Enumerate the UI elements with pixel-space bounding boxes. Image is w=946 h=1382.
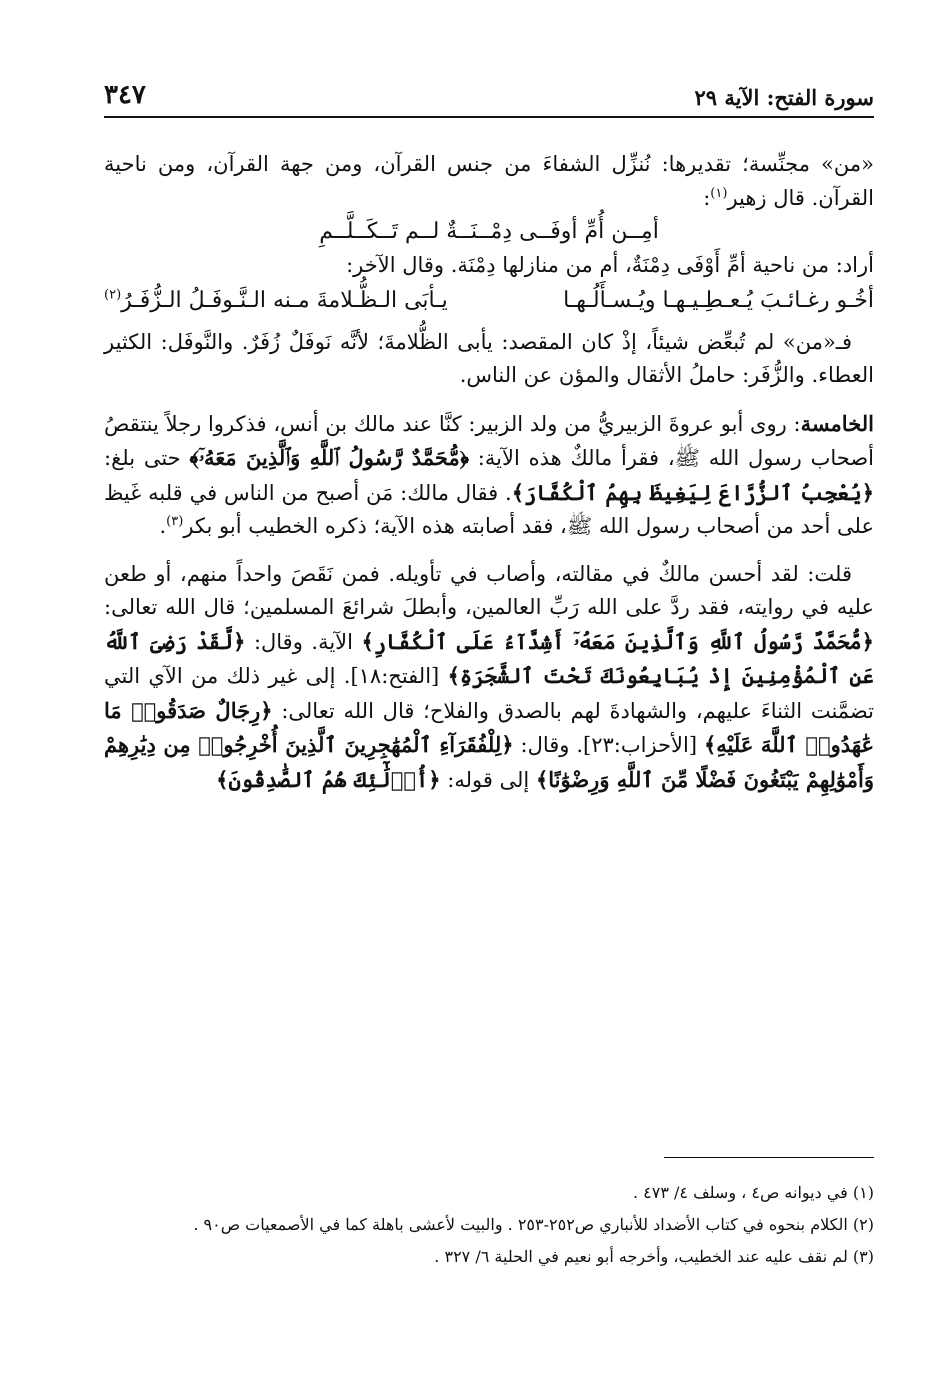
footnote-2: (٢) الكلام بنحوه في كتاب الأضداد للأنباري ص٢٥٢-٢٥٣ . والبيت لأعشى باهلة كما في الأصمعيات ص٩٠ . xyxy=(193,1215,874,1234)
footnote-divider xyxy=(664,1157,874,1158)
footnotes xyxy=(104,1178,874,1274)
main-text xyxy=(104,148,874,797)
poetry-verse-2 xyxy=(104,284,874,318)
paragraph-4: الخامسة: روى أبو عروةَ الزبيريُّ من ولد الزبير: كنَّا عند مالك بن أنس، فذكروا رجلاً ينتقصُ أصحاب رسول الله ﷺ، فقرأ مالكٌ هذه الآية: ﴿مُّحَمَّدٌ رَّسُولُ ٱللَّهِ وَٱلَّذِينَ مَعَهُۥٓ﴾ حتى بلغ: ﴿يُعْجِبُ ٱلزُّرَّاعَ لِيَغِيظَ بِهِمُ ٱلْكُفَّارَ﴾. فقال مالك: مَن أصبح من الناس في قلبه غَيظ على أحد من أصحاب رسول الله ﷺ، فقد أصابته هذه الآية؛ ذكره الخطيب أبو بكر$^{(٣)}$. xyxy=(104,410,874,538)
footnote-ref-3: (٣) xyxy=(166,514,184,529)
verse-hemistich-2: يـأبَى الـظُّـلامةَ مـنه الـنَّـوفَـلُ الـزُّفَـرُ$^{(٢)}$ xyxy=(104,287,448,313)
paragraph-2: أراد: من ناحية أمِّ أَوْفَى دِمْنَةٌ، أم من منازلها دِمْنَة. وقال الآخر: xyxy=(346,252,874,277)
page-header xyxy=(104,72,874,118)
footnote-ref-1: (١) xyxy=(710,185,728,201)
running-title: سورة الفتح: الآية ٢٩ xyxy=(694,85,874,110)
section-label: الخامسة xyxy=(800,410,874,436)
footnote-ref-2: (٢) xyxy=(104,287,122,303)
quran-quote: ﴿مُّحَمَّدٌ رَّسُولُ ٱللَّهِ وَٱلَّذِينَ مَعَهُۥٓ﴾ xyxy=(189,445,470,470)
quran-quote: ﴿لَّقَدْ رَضِىَ ٱللَّهُ عَنِ ٱلْمُؤْمِنِينَ إِذْ يُبَايِعُونَكَ تَحْتَ ٱلشَّجَرَةِ﴾ xyxy=(104,628,874,688)
paragraph-5: قلت: لقد أحسن مالكٌ في مقالته، وأصاب في تأويله. فمن نَقَصَ واحداً منهم، أو طعن عليه في روايته، فقد ردَّ على الله رَبِّ العالمين، وأبطلَ شرائعَ المسلمين؛ قال الله تعالى: ﴿مُّحَمَّدٌ رَّسُولُ ٱللَّهِ وَٱلَّذِينَ مَعَهُۥٓ أَشِدَّآءُ عَلَى ٱلْكُفَّارِ﴾ الآية. وقال: ﴿لَّقَدْ رَضِىَ ٱللَّهُ عَنِ ٱلْمُؤْمِنِينَ إِذْ يُبَايِعُونَكَ تَحْتَ ٱلشَّجَرَةِ﴾ [الفتح:١٨]. إلى غير ذلك من الآي التي تضمَّنت الثناءَ عليهم، والشهادةَ لهم بالصدق والفلاح؛ قال الله تعالى: ﴿رِجَالٌ صَدَقُوا۟ مَا عَٰهَدُوا۟ ٱللَّهَ عَلَيْهِ﴾ [الأحزاب:٢٣]. وقال: ﴿لِلْفُقَرَآءِ ٱلْمُهَٰجِرِينَ ٱلَّذِينَ أُخْرِجُوا۟ مِن دِيَٰرِهِمْ وَأَمْوَٰلِهِمْ يَبْتَغُونَ فَضْلًا مِّنَ ٱللَّهِ وَرِضْوَٰنًا﴾ إلى قوله: ﴿أُو۟لَٰٓئِكَ هُمُ ٱلصَّٰدِقُونَ﴾ xyxy=(104,561,874,792)
footnote-3: (٣) لم نقف عليه عند الخطيب، وأخرجه أبو نعيم في الحلية ٦/ ٣٢٧ . xyxy=(434,1247,874,1266)
poetry-verse-1: أمِــن أُمِّ أوفَــى دِمْــنَــةٌ لــم تَــكَــلَّــمِ xyxy=(319,219,659,244)
paragraph-1: «من» مجنِّسة؛ تقديرها: نُنزِّل الشفاءَ من جنس القرآن، ومن جهة القرآن، ومن ناحية القرآن. قال زهير$^{(١)}$: xyxy=(104,152,874,210)
quran-quote: ﴿لِلْفُقَرَآءِ ٱلْمُهَٰجِرِينَ ٱلَّذِينَ أُخْرِجُوا۟ مِن دِيَٰرِهِمْ وَأَمْوَٰلِهِمْ يَبْتَغُونَ فَضْلًا مِّنَ ٱللَّهِ وَرِضْوَٰنًا﴾ xyxy=(104,732,874,792)
verse-hemistich-1: أخُـو رغـائـبَ يُـعـطِـيـهـا ويُـسـأَلُـهـا xyxy=(563,288,874,313)
quran-quote: ﴿مُّحَمَّدٌ رَّسُولُ ٱللَّهِ وَٱلَّذِينَ مَعَهُۥٓ أَشِدَّآءُ عَلَى ٱلْكُفَّارِ﴾ xyxy=(361,628,874,654)
quran-quote: ﴿أُو۟لَٰٓئِكَ هُمُ ٱلصَّٰدِقُونَ﴾ xyxy=(216,766,441,792)
paragraph-3: فـ«من» لم تُبعِّض شيئاً، إذْ كان المقصد: يأبى الظُّلامةَ؛ لأنَّه نَوفَلٌ زُفَرٌ. والنَّوفَل: الكثير العطاء. والزُّفَر: حاملُ الأثقال والمؤن عن الناس. xyxy=(104,329,874,387)
quran-quote: ﴿رِجَالٌ صَدَقُوا۟ مَا عَٰهَدُوا۟ ٱللَّهَ عَلَيْهِ﴾ xyxy=(104,697,874,757)
page-number: ٣٤٧ xyxy=(104,80,146,110)
quran-quote: ﴿يُعْجِبُ ٱلزُّرَّاعَ لِيَغِيظَ بِهِمُ ٱلْكُفَّارَ﴾ xyxy=(511,479,874,505)
footnote-1: (١) في ديوانه ص٤ ، وسلف ٤/ ٤٧٣ . xyxy=(632,1183,874,1202)
